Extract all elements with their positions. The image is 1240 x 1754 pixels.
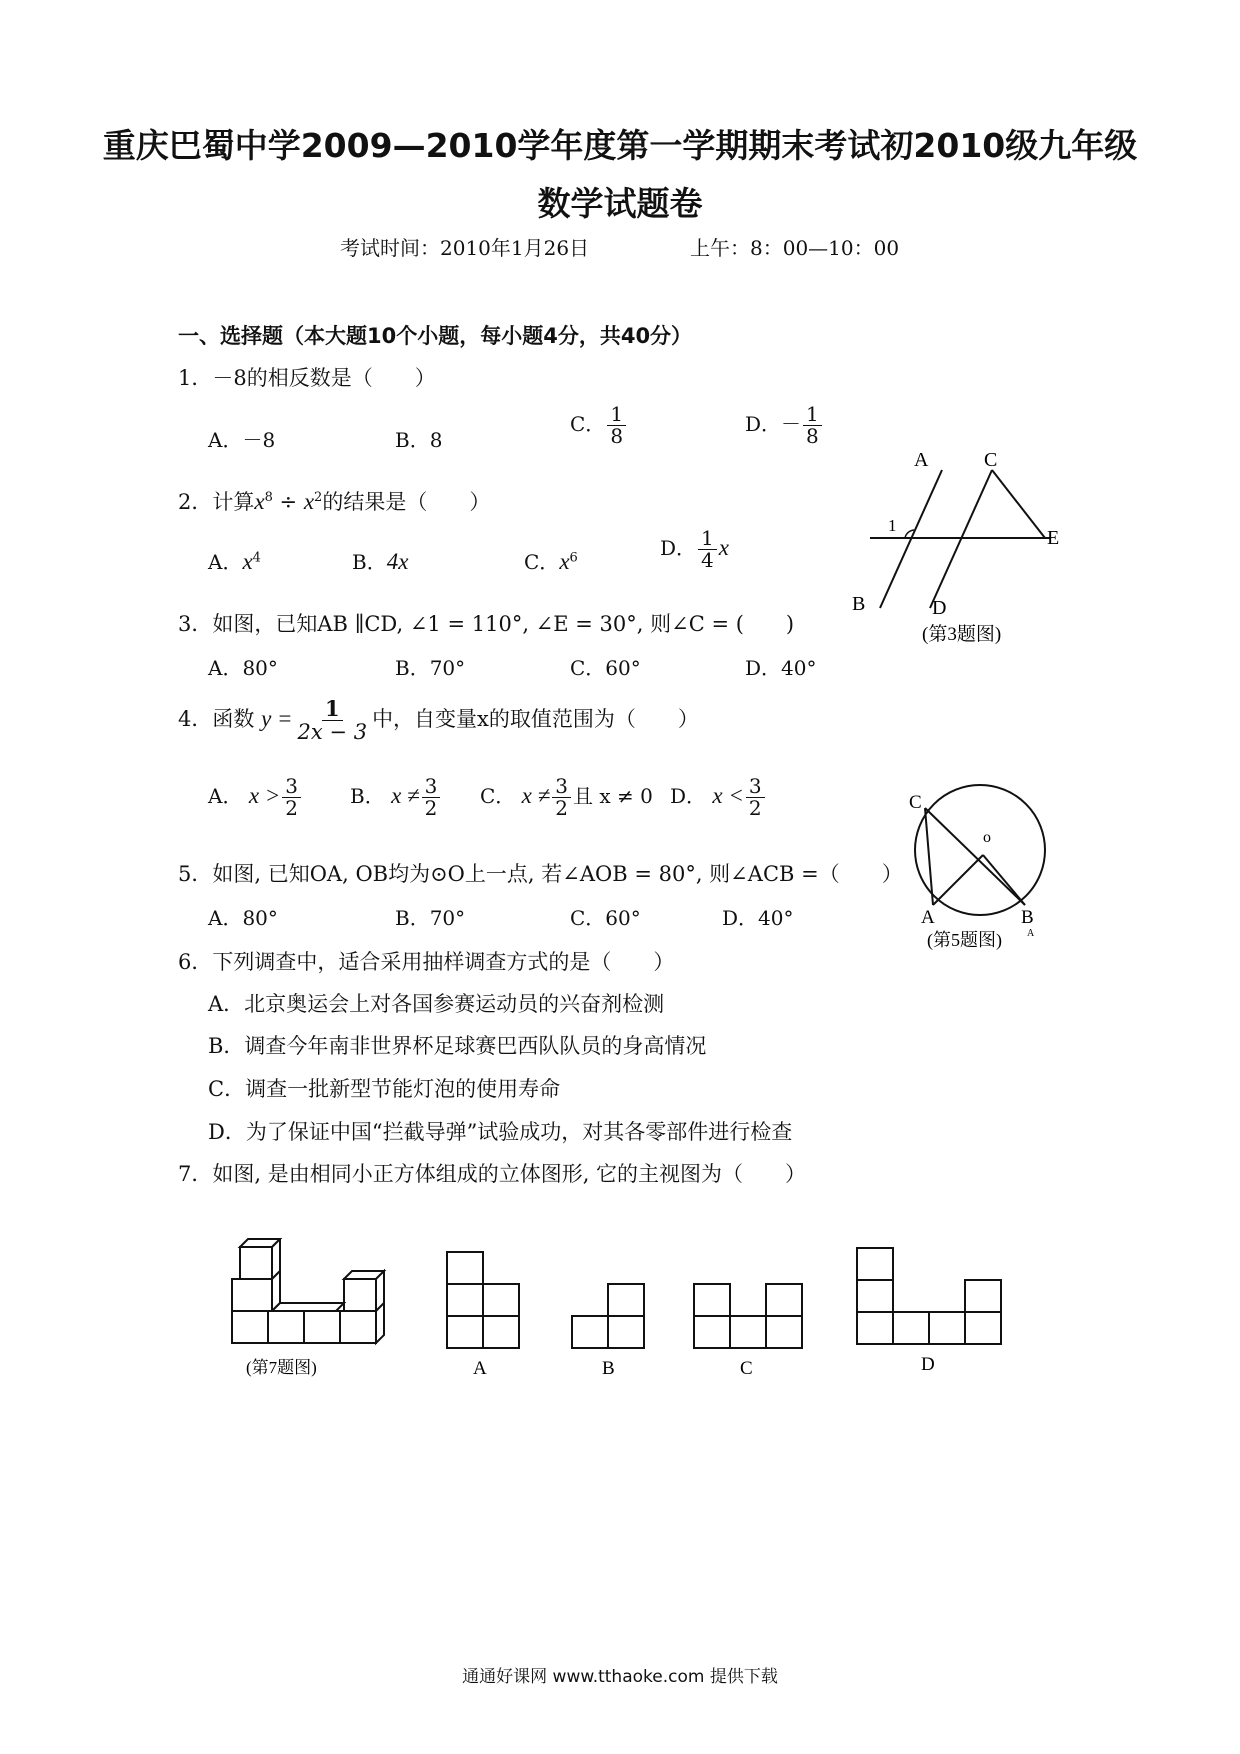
fraction-denominator: 2 <box>285 796 299 820</box>
q3-label: 1 <box>888 516 897 535</box>
view-square <box>857 1280 893 1312</box>
q2-exp: 4 <box>252 550 261 566</box>
q2-option-b-label: B． <box>352 550 387 574</box>
view-square <box>694 1284 730 1316</box>
fraction-numerator: 3 <box>422 776 441 798</box>
q4-option-c-label: C． <box>480 784 516 808</box>
q2-option-d <box>660 528 729 571</box>
q3-label: C <box>984 449 998 471</box>
view-square <box>447 1316 483 1348</box>
q7-figure-caption: (第7题图) <box>246 1358 317 1377</box>
q1-option-c <box>570 404 628 447</box>
q4-option-c <box>480 776 653 819</box>
title-line-2: 数学试题卷 <box>537 184 703 223</box>
q5-label: B <box>1021 907 1034 928</box>
q4-relation: x ≠ <box>521 783 551 808</box>
view-square <box>857 1312 893 1344</box>
view-square <box>857 1248 893 1280</box>
q7-option-a-view <box>445 1250 525 1380</box>
section-heading: 一、选择题（本大题10个小题，每小题4分，共40分） <box>178 324 693 348</box>
q5-chord-cb <box>925 808 1025 905</box>
q6-option-b: B．调查今年南非世界杯足球赛巴西队队员的身高情况 <box>208 1034 707 1058</box>
q7-option-d-view <box>855 1246 1015 1380</box>
view-square <box>483 1284 519 1316</box>
q2-option-b <box>352 546 408 575</box>
q5-radius-oa <box>933 855 983 905</box>
q4-option-d <box>670 776 767 819</box>
view-square <box>730 1316 766 1348</box>
q3-label: A <box>914 449 929 471</box>
q7-option-label: D <box>921 1354 935 1375</box>
q7-prompt: 7．如图, 是由相同小正方体组成的立体图形, 它的主视图为（ ） <box>178 1162 807 1186</box>
q6-prompt: 6．下列调查中，适合采用抽样调查方式的是（ ） <box>178 950 675 974</box>
view-square <box>447 1252 483 1284</box>
q3-option-b: B．70° <box>395 656 466 680</box>
cube-front-face <box>344 1279 376 1311</box>
q2-option-d-label: D． <box>660 536 697 560</box>
q3-option-c: C．60° <box>570 656 641 680</box>
q4-option-b <box>350 776 442 819</box>
q5-option-d: D．40° <box>722 906 794 930</box>
fraction-denominator: 8 <box>806 424 819 448</box>
q3-label: D <box>932 597 947 619</box>
q2-var: x <box>242 549 253 574</box>
q4-prompt <box>178 698 699 743</box>
q2-exp: 2 <box>314 490 323 505</box>
q7-option-c-view <box>692 1250 812 1380</box>
q1-option-d <box>745 404 824 447</box>
q1-option-d-fraction <box>803 404 822 447</box>
q7-option-label: C <box>740 1358 753 1379</box>
q4-option-a-label: A． <box>208 784 243 808</box>
q3-prompt: 3．如图，已知AB ∥CD, ∠1 = 110°, ∠E = 30°, 则∠C = ( ) <box>178 612 795 636</box>
cube-front-face <box>232 1279 272 1311</box>
title-line-1: 重庆巴蜀中学2009—2010学年度第一学期期末考试初2010级九年级 <box>102 126 1138 165</box>
q5-label: A <box>921 907 935 928</box>
q1-option-d-label: D．－ <box>745 412 802 436</box>
view-square <box>929 1312 965 1344</box>
q2-prompt <box>178 486 490 516</box>
q2-lead: 2．计算 <box>178 490 255 514</box>
fraction-numerator: 1 <box>607 404 626 426</box>
q3-line-ce <box>992 470 1045 538</box>
q3-figure <box>850 440 1070 650</box>
q4-relation: x ≠ <box>391 783 420 808</box>
q2-option-c-label: C． <box>524 550 560 574</box>
cube-front-face <box>240 1247 272 1279</box>
q5-caption: (第5题图) <box>927 930 1002 950</box>
q2-option-a-label: A． <box>208 550 243 574</box>
q4-lead: 4．函数 <box>178 707 255 732</box>
q2-option-a <box>208 546 261 575</box>
q2-var: x <box>559 549 570 574</box>
view-square <box>608 1284 644 1316</box>
q6-option-d: D．为了保证中国“拦截导弹”试验成功，对其各零部件进行检查 <box>208 1120 793 1144</box>
q4-relation: x > <box>248 783 281 808</box>
view-square <box>572 1316 608 1348</box>
cube-front-face <box>340 1311 376 1343</box>
q4-option-a <box>208 776 303 819</box>
q4-option-fraction <box>422 776 441 819</box>
q4-option-d-label: D． <box>670 784 707 808</box>
fraction-denominator: 8 <box>610 424 624 448</box>
q6-option-c: C．调查一批新型节能灯泡的使用寿命 <box>208 1077 561 1101</box>
view-square <box>965 1280 1001 1312</box>
fraction-denominator: 2x − 3 <box>297 720 368 745</box>
q2-value: 4x <box>386 549 409 574</box>
view-square <box>766 1316 802 1348</box>
q5-label: o <box>983 829 991 846</box>
session-time: 上午：8：00—10：00 <box>690 236 900 260</box>
q5-option-b: B．70° <box>395 906 466 930</box>
cube-front-face <box>268 1311 304 1343</box>
q1-option-a: A．－8 <box>208 428 276 452</box>
q7-solid-figure <box>220 1238 420 1378</box>
fraction-denominator: 4 <box>701 548 714 572</box>
view-square <box>893 1312 929 1344</box>
q5-figure <box>895 780 1065 950</box>
q1-prompt: 1．－8的相反数是（ ） <box>178 366 436 390</box>
view-square <box>694 1316 730 1348</box>
q4-option-b-label: B． <box>350 784 385 808</box>
q7-option-label: A <box>473 1358 487 1379</box>
q3-label: E <box>1047 527 1060 549</box>
q4-option-fraction <box>746 776 765 819</box>
fraction-denominator: 2 <box>424 796 438 820</box>
cube-front-face <box>232 1311 268 1343</box>
view-square <box>447 1284 483 1316</box>
q2-exp: 6 <box>569 550 578 566</box>
q5-prompt: 5．如图, 已知OA, OB均为⊙O上一点, 若∠AOB = 80°, 则∠ACB =（ ） <box>178 862 903 886</box>
footer-credit: 通通好课网 www.tthaoke.com 提供下载 <box>462 1667 778 1687</box>
exam-time: 考试时间：2010年1月26日 <box>340 236 590 260</box>
q4-fraction <box>295 698 371 743</box>
view-square <box>766 1284 802 1316</box>
q4-option-fraction <box>282 776 301 819</box>
fraction-numerator: 1 <box>698 528 717 550</box>
view-square <box>965 1312 1001 1344</box>
q5-label: C <box>909 792 922 813</box>
q2-var: x <box>718 535 729 560</box>
view-square <box>483 1316 519 1348</box>
q2-tail: 的结果是（ ） <box>322 490 491 514</box>
q2-exp: 8 <box>264 490 273 505</box>
q6-option-a: A．北京奥运会上对各国参赛运动员的兴奋剂检测 <box>208 992 665 1016</box>
q1-option-c-fraction <box>607 404 626 447</box>
q2-var: x <box>303 489 315 514</box>
q7-option-b-view <box>570 1250 650 1380</box>
q3-caption: (第3题图) <box>922 624 1002 645</box>
q5-radius-ob <box>983 855 1025 905</box>
q2-divide: ÷ <box>272 490 304 514</box>
cube-front-face <box>304 1311 340 1343</box>
q3-option-a: A．80° <box>208 656 278 680</box>
fraction-numerator: 1 <box>803 404 822 426</box>
fraction-denominator: 2 <box>748 796 762 820</box>
q5-circle <box>915 785 1045 915</box>
q7-cube-stack <box>232 1239 384 1343</box>
fraction-numerator: 3 <box>282 776 301 798</box>
q5-caption-mark: A <box>1027 928 1035 939</box>
q4-relation: x < <box>712 783 744 808</box>
view-square <box>608 1316 644 1348</box>
q1-option-b: B．8 <box>395 428 443 452</box>
q4-y-eq: y = <box>261 706 293 732</box>
q7-option-label: B <box>602 1358 615 1379</box>
fraction-denominator: 2 <box>555 796 568 820</box>
q4-tail: 中，自变量x的取值范围为（ ） <box>372 707 699 732</box>
q2-var: x <box>254 489 265 514</box>
cube-side-face <box>376 1303 384 1343</box>
q4-option-fraction <box>552 776 571 819</box>
fraction-numerator: 3 <box>746 776 765 798</box>
fraction-numerator: 1 <box>322 698 343 721</box>
q5-option-c: C．60° <box>570 906 641 930</box>
q1-option-c-label: C． <box>570 412 606 436</box>
q2-option-d-fraction <box>698 528 717 571</box>
q3-option-d: D．40° <box>745 656 817 680</box>
q2-option-c <box>524 546 578 575</box>
fraction-numerator: 3 <box>552 776 571 798</box>
q4-option-c-tail: 且 x ≠ 0 <box>573 784 653 808</box>
q5-option-a: A．80° <box>208 906 278 930</box>
cube-top-face <box>272 1303 344 1311</box>
q3-label: B <box>852 593 866 615</box>
